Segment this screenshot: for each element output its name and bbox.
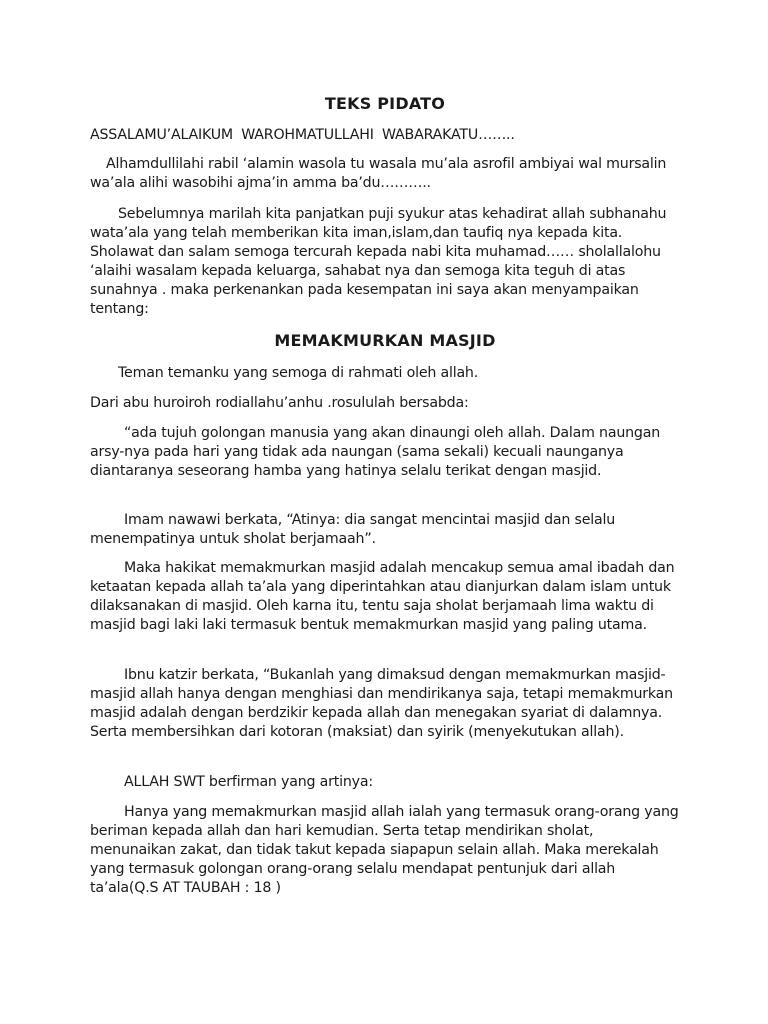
paragraph-hakikat: Maka hakikat memakmurkan masjid adalah mencakup semua amal ibadah dan ketaatan kepada allah ta’ala yang diperintahkan atau dianjurkan dalam islam untuk dilaksanakan di masjid. Oleh karna itu, tentu saja sholat berjamaah lima waktu di masjid bagi laki laki termasuk bentuk memakmurkan masjid yang paling utama. (90, 560, 675, 633)
paragraph-hadith-intro: Dari abu huroiroh rodiallahu’anhu .rosululah bersabda: (90, 395, 469, 411)
paragraph-hadith: “ada tujuh golongan manusia yang akan dinaungi oleh allah. Dalam naungan arsy-nya pada hari yang tidak ada naungan (sama sekali) kecuali naunganya diantaranya seseorang hamba yang hatinya selalu terikat dengan masjid. (90, 425, 660, 479)
paragraph-opening: Sebelumnya marilah kita panjatkan puji syukur atas kehadirat allah subhanahu wata’ala yang telah memberikan kita iman,islam,dan taufiq nya kepada kita. Sholawat dan salam semoga tercurah kepada nabi kita muhamad…… sholallalohu ‘alaihi wasalam kepada keluarga, sahabat nya dan semoga kita teguh di atas sunahnya . maka perkenankan pada kesempatan ini saya akan menyampaikan tentang: (90, 206, 667, 317)
opening-salam: ASSALAMU’ALAIKUM WAROHMATULLAHI WABARAKATU…….. (90, 127, 515, 143)
section-title: MEMAKMURKAN MASJID (274, 331, 496, 350)
paragraph-firman: Hanya yang memakmurkan masjid allah ialah yang termasuk orang-orang yang beriman kepada allah dan hari kemudian. Serta tetap mendirikan sholat, menunaikan zakat, dan tidak takut kepada siapapun selain allah. Maka merekalah yang termasuk golongan orang-orang selalu mendapat pentunjuk dari allah ta’ala(Q.S AT TAUBAH : 18 ) (90, 804, 679, 896)
paragraph-greeting: Teman temanku yang semoga di rahmati oleh allah. (118, 365, 479, 381)
paragraph-firman-intro: ALLAH SWT berfirman yang artinya: (124, 774, 373, 790)
document-title: TEKS PIDATO (324, 94, 446, 113)
paragraph-ibnu-katzir: Ibnu katzir berkata, “Bukanlah yang dimaksud dengan memakmurkan masjid-masjid allah hanya dengan menghiasi dan mendirikanya saja, tetapi memakmurkan masjid adalah dengan berdzikir kepada allah dan menegakan syariat di dalamnya. Serta membersihkan dari kotoran (maksiat) dan syirik (menyekutukan allah). (90, 667, 673, 740)
paragraph-hamdalah: Alhamdullilahi rabil ‘alamin wasola tu wasala mu’ala asrofil ambiyai wal mursalin wa’ala alihi wasobihi ajma’in amma ba’du……….. (90, 156, 667, 191)
paragraph-nawawi: Imam nawawi berkata, “Atinya: dia sangat mencintai masjid dan selalu menempatinya untuk sholat berjamaah”. (90, 512, 616, 547)
